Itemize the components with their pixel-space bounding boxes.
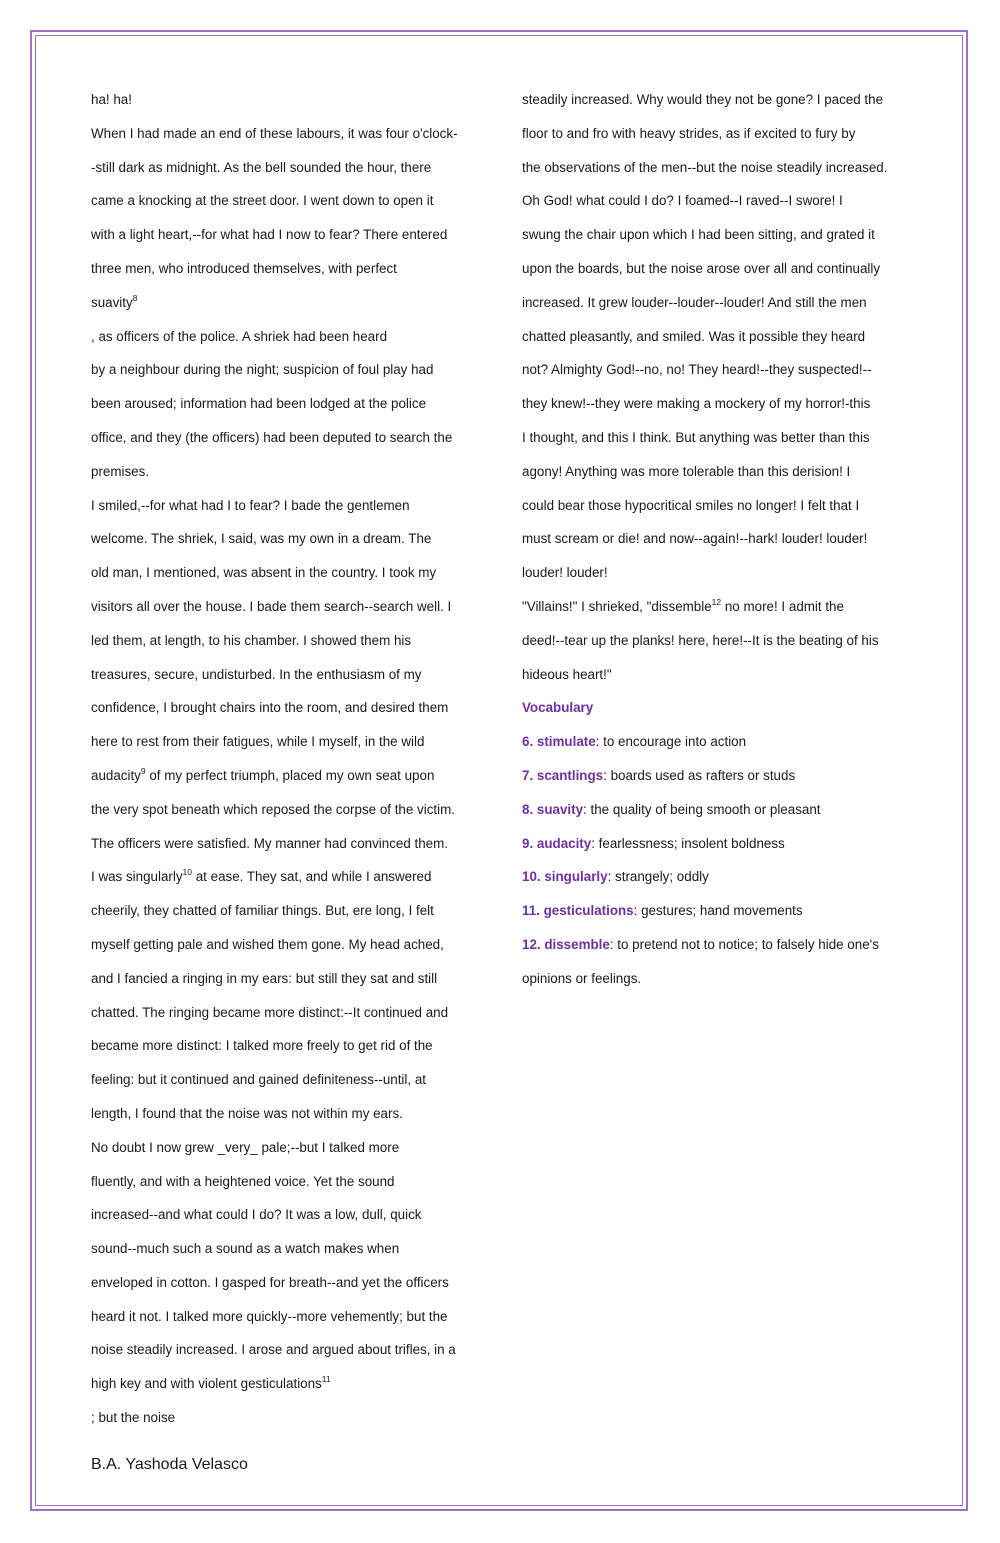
line-text: office, and they (the officers) had been deputed to search the [91, 429, 453, 445]
text-line [91, 1300, 491, 1334]
text-line [522, 83, 922, 117]
line-text: confidence, I brought chairs into the room, and desired them [91, 700, 449, 716]
line-text: cheerily, they chatted of familiar things. But, ere long, I felt [91, 903, 434, 919]
vocabulary-definition: : to pretend not to notice; to falsely hide one's [609, 936, 879, 952]
text-line [91, 1165, 491, 1199]
line-text: here to rest from their fatigues, while I myself, in the wild [91, 734, 425, 750]
line-text: ha! ha! [91, 92, 132, 107]
line-text: must scream or die! and now--again!--hark! louder! louder! [522, 531, 868, 547]
line-text: old man, I mentioned, was absent in the country. I took my [91, 565, 437, 581]
text-line [91, 184, 491, 218]
line-text: heard it not. I talked more quickly--more vehemently; but the [91, 1308, 448, 1324]
text-line [91, 827, 491, 861]
vocabulary-item [522, 827, 922, 861]
line-text: length, I found that the noise was not within my ears. [91, 1105, 403, 1121]
line-text: chatted. The ringing became more distinct:--It continued and [91, 1004, 449, 1020]
line-text: sound--much such a sound as a watch makes when [91, 1241, 400, 1257]
line-text: feeling: but it continued and gained definiteness--until, at [91, 1072, 426, 1088]
text-line [91, 894, 491, 928]
text-line [91, 962, 491, 996]
line-text: not? Almighty God!--no, no! They heard!--they suspected!-- [522, 362, 872, 378]
vocabulary-item [522, 725, 922, 759]
line-text: increased--and what could I do? It was a low, dull, quick [91, 1207, 422, 1223]
line-text: I was singularly [91, 869, 183, 885]
line-text: the very spot beneath which reposed the corpse of the victim. [91, 801, 455, 817]
vocabulary-item [522, 860, 922, 894]
text-line [91, 1198, 491, 1232]
line-text: swung the chair upon which I had been sitting, and grated it [522, 227, 875, 243]
line-text: The officers were satisfied. My manner had convinced them. [91, 835, 449, 851]
vocabulary-definition: : fearlessness; insolent boldness [591, 835, 785, 851]
text-line [91, 353, 491, 387]
text-line [91, 793, 491, 827]
text-line [91, 1266, 491, 1300]
text-line [91, 624, 491, 658]
line-text-after: at ease. They sat, and while I answered [192, 869, 432, 885]
line-text: hideous heart!" [522, 666, 612, 682]
line-text: fluently, and with a heightened voice. Yet the sound [91, 1173, 395, 1189]
text-line [522, 522, 922, 556]
vocabulary-term: 7. scantlings [522, 767, 604, 783]
vocabulary-definition: : boards used as rafters or studs [603, 767, 796, 783]
text-line [91, 658, 491, 692]
text-line [91, 218, 491, 252]
vocabulary-item [522, 759, 922, 793]
line-text: I smiled,--for what had I to fear? I bade the gentlemen [91, 497, 410, 513]
text-line [91, 1029, 491, 1063]
vocabulary-term: 8. suavity [522, 801, 584, 817]
line-text: the observations of the men--but the noise steadily increased. [522, 159, 888, 175]
line-text: premises. [91, 463, 150, 479]
text-line [522, 455, 922, 489]
line-text: visitors all over the house. I bade them search--search well. I [91, 598, 452, 614]
text-line [91, 1063, 491, 1097]
text-line [91, 691, 491, 725]
vocabulary-definition: : strangely; oddly [607, 869, 709, 885]
line-text: -still dark as midnight. As the bell sounded the hour, there [91, 159, 432, 175]
line-text: and I fancied a ringing in my ears: but still they sat and still [91, 970, 438, 986]
line-text: deed!--tear up the planks! here, here!--It is the beating of his [522, 632, 879, 648]
line-text-after: no more! I admit the [721, 598, 844, 614]
text-line [522, 320, 922, 354]
line-text: came a knocking at the street door. I went down to open it [91, 193, 434, 209]
vocabulary-term: 12. dissemble [522, 936, 610, 952]
line-text: treasures, secure, undisturbed. In the enthusiasm of my [91, 666, 422, 682]
vocabulary-term: 9. audacity [522, 835, 592, 851]
text-line [91, 725, 491, 759]
vocabulary-definition: : the quality of being smooth or pleasant [583, 801, 821, 817]
right-text-column [522, 83, 922, 996]
text-line [522, 218, 922, 252]
text-line [91, 1333, 491, 1367]
vocabulary-item [522, 894, 922, 928]
text-line [91, 928, 491, 962]
vocabulary-heading: Vocabulary [522, 700, 594, 716]
line-text: by a neighbour during the night; suspicion of foul play had [91, 362, 434, 378]
text-line [91, 1367, 491, 1401]
line-text: increased. It grew louder--louder--louder! And still the men [522, 294, 867, 310]
left-text-column [91, 83, 491, 1435]
text-line [91, 320, 491, 354]
text-line [522, 252, 922, 286]
line-text: upon the boards, but the noise arose over all and continually [522, 260, 881, 276]
text-line [91, 455, 491, 489]
text-line [522, 556, 922, 590]
text-line [522, 421, 922, 455]
line-text: steadily increased. Why would they not be gone? I paced the [522, 92, 884, 107]
line-text: Oh God! what could I do? I foamed--I raved--I swore! I [522, 193, 843, 209]
vocabulary-list [522, 725, 922, 962]
text-line [91, 556, 491, 590]
footnote-marker: 10 [182, 867, 193, 878]
text-line [91, 286, 491, 320]
footnote-marker: 12 [711, 596, 722, 607]
line-text: led them, at length, to his chamber. I showed them his [91, 632, 412, 648]
line-text: floor to and fro with heavy strides, as if excited to fury by [522, 125, 856, 141]
text-line [91, 421, 491, 455]
text-line [91, 1131, 491, 1165]
line-text: louder! louder! [522, 565, 608, 581]
story-text-continued [522, 83, 922, 691]
text-line [91, 387, 491, 421]
line-text: with a light heart,--for what had I now to fear? There entered [91, 227, 448, 243]
vocabulary-term: 11. gesticulations [522, 903, 634, 919]
vocabulary-definition: : to encourage into action [595, 734, 747, 750]
text-line [91, 759, 491, 793]
vocabulary-term: 10. singularly [522, 869, 608, 885]
line-text-after: of my perfect triumph, placed my own seat upon [145, 767, 435, 783]
line-text: When I had made an end of these labours, it was four o'clock- [91, 125, 458, 141]
line-text: could bear those hypocritical smiles no longer! I felt that I [522, 497, 860, 513]
line-text: chatted pleasantly, and smiled. Was it possible they heard [522, 328, 866, 344]
text-line [91, 117, 491, 151]
text-line [522, 353, 922, 387]
line-text: agony! Anything was more tolerable than this derision! I [522, 463, 851, 479]
text-line [522, 590, 922, 624]
text-line [91, 489, 491, 523]
line-text: noise steadily increased. I arose and argued about trifles, in a [91, 1342, 456, 1358]
line-text: enveloped in cotton. I gasped for breath--and yet the officers [91, 1274, 449, 1290]
footnote-marker: 8 [132, 292, 138, 303]
text-line [91, 1097, 491, 1131]
vocabulary-item [522, 928, 922, 962]
text-line [91, 1232, 491, 1266]
vocabulary-item [522, 793, 922, 827]
text-line [91, 860, 491, 894]
text-line [522, 184, 922, 218]
footnote-marker: 9 [140, 765, 146, 776]
text-line [522, 387, 922, 421]
line-text: welcome. The shriek, I said, was my own in a dream. The [91, 531, 432, 547]
line-text: high key and with violent gesticulations [91, 1376, 322, 1392]
text-line [522, 117, 922, 151]
line-text: ; but the noise [91, 1410, 176, 1426]
vocabulary-continuation: opinions or feelings. [522, 970, 642, 986]
text-line [522, 624, 922, 658]
line-text: they knew!--they were making a mockery of my horror!-this [522, 396, 871, 412]
line-text: been aroused; information had been lodged at the police [91, 396, 427, 412]
line-text: suavity [91, 294, 133, 310]
line-text: audacity [91, 767, 141, 783]
text-line [91, 83, 491, 117]
line-text: three men, who introduced themselves, with perfect [91, 260, 397, 276]
author-footer: B.A. Yashoda Velasco [91, 1456, 248, 1473]
text-line [522, 658, 922, 692]
line-text: I thought, and this I think. But anything was better than this [522, 429, 870, 445]
text-line [91, 590, 491, 624]
text-line [91, 1401, 491, 1435]
line-text: No doubt I now grew _very_ pale;--but I talked more [91, 1139, 400, 1155]
vocabulary-definition: : gestures; hand movements [633, 903, 803, 919]
footnote-marker: 11 [321, 1374, 331, 1385]
text-line [522, 489, 922, 523]
text-line [522, 151, 922, 185]
line-text: became more distinct: I talked more freely to get rid of the [91, 1038, 433, 1054]
text-line [91, 151, 491, 185]
text-line [522, 286, 922, 320]
text-line [91, 996, 491, 1030]
text-line [91, 252, 491, 286]
vocabulary-term: 6. stimulate [522, 734, 596, 750]
line-text: "Villains!" I shrieked, "dissemble [522, 598, 712, 614]
line-text: , as officers of the police. A shriek had been heard [91, 328, 388, 344]
line-text: myself getting pale and wished them gone. My head ached, [91, 936, 444, 952]
text-line [91, 522, 491, 556]
